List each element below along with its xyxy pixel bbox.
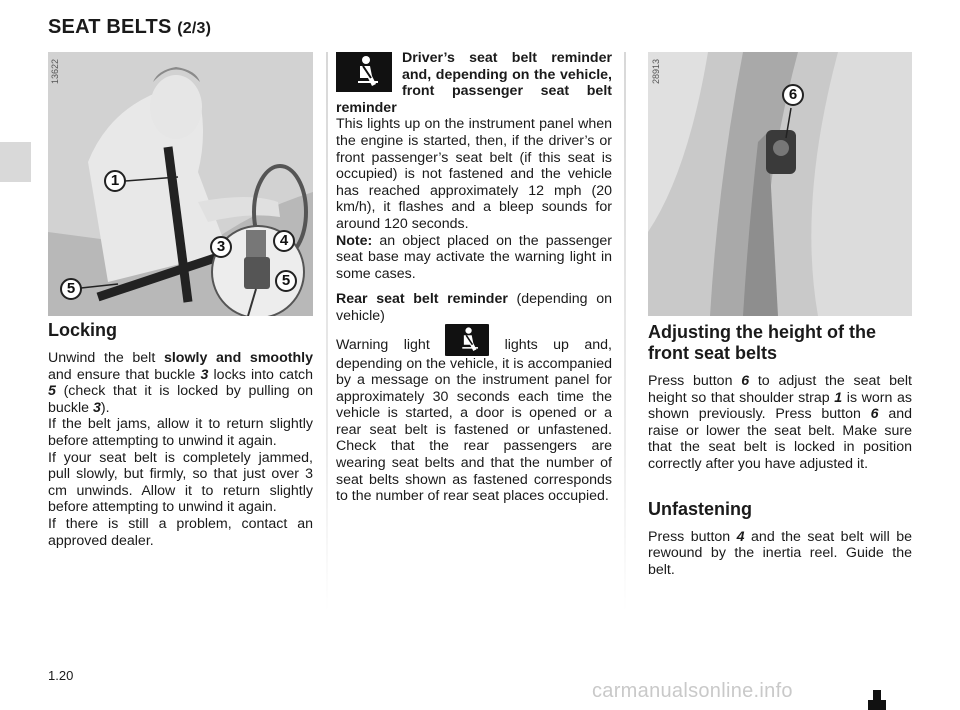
locking-heading: Locking <box>48 320 118 340</box>
adjust-height-paragraph: Press button 6 to adjust the seat belt height so that shoulder strap 1 is worn as shown previously. Press button 6 and raise or lower the seat belt. Make sure that the seat belt is locked in position correctly after you have adjusted it. <box>648 373 912 472</box>
middle-column <box>336 50 612 505</box>
dealer-paragraph: If there is still a problem, contact an approved dealer. <box>48 515 313 549</box>
right-column <box>648 322 912 578</box>
title-text: SEAT BELTS <box>48 16 172 38</box>
pillar-illustration <box>648 52 912 316</box>
callout-4: 4 <box>273 230 295 252</box>
right-image-code: 28913 <box>651 58 661 84</box>
pillar-drawing <box>648 52 912 316</box>
rear-reminder-heading: Rear seat belt reminder (depending on vehicle) <box>336 291 612 324</box>
driver-reminder-heading: Driver’s seat belt reminder and, depending on the vehicle, front passenger seat belt reminder <box>336 50 612 116</box>
driver-reminder-text: This lights up on the instrument panel when the engine is started, then, if the driver’s or front passenger’s seat belt (if this seat is occupied) is not fastened and the vehicle has reached approximately 12 mph (20 km/h), it flashes and a bleep sounds for around 120 seconds. <box>336 116 612 232</box>
callout-6: 6 <box>782 84 804 106</box>
page-title <box>48 16 211 39</box>
watermark: carmanualsonline.info <box>592 680 793 702</box>
seatbelt-warning-icon-box <box>336 52 392 92</box>
adjust-height-heading: Adjusting the height of the front seat belts <box>648 322 876 363</box>
left-column <box>48 320 313 549</box>
column-divider-right <box>624 52 626 612</box>
note-paragraph: Note: an object placed on the passenger seat base may activate the warning light in some cases. <box>336 232 612 282</box>
corner-mark-base <box>868 700 886 710</box>
rear-warning-paragraph: Warning light lights up and, depending on the vehicle, it is accompanied by a message on the instrument panel for approximately 30 seconds each time the vehicle is started, a door is opened or a rear seat belt is fastened or unfastened. Check that the rear passengers are wearing seat belts and that the number of seat belts shown as fastened corresponds to the number of rear seat places occupied. <box>336 334 612 505</box>
unfastening-paragraph: Press button 4 and the seat belt will be rewound by the inertia reel. Guide the belt. <box>648 528 912 578</box>
title-suffix: (2/3) <box>177 20 212 37</box>
callout-5-right: 5 <box>275 270 297 292</box>
driver-reminder-block <box>336 50 612 116</box>
rear-seatbelt-warning-icon <box>445 324 489 356</box>
callout-1: 1 <box>104 170 126 192</box>
page-number: 1.20 <box>48 668 74 683</box>
fully-jammed-paragraph: If your seat belt is completely jammed, pull slowly, but firmly, so that just over 3 cm unwinds. Allow it to return slightly before attempting to unwind it again. <box>48 449 313 516</box>
locking-paragraph: Unwind the belt slowly and smoothly and ensure that buckle 3 locks into catch 5 (check that it is locked by pulling on buckle 3). <box>48 350 313 416</box>
seatbelt-warning-icon <box>336 52 392 92</box>
driver-illustration <box>48 52 313 316</box>
jam-paragraph: If the belt jams, allow it to return slightly before attempting to unwind it again. <box>48 416 313 449</box>
rear-seatbelt-warning-icon-drawing <box>445 324 489 356</box>
unfastening-heading: Unfastening <box>648 498 753 519</box>
column-divider-left <box>326 52 328 612</box>
section-tab <box>0 142 31 182</box>
driver-drawing <box>48 52 313 316</box>
callout-5-left: 5 <box>60 278 82 300</box>
callout-3: 3 <box>210 236 232 258</box>
seatbelt-warning-icon-drawing <box>336 52 392 92</box>
left-image-code: 13622 <box>50 58 60 84</box>
